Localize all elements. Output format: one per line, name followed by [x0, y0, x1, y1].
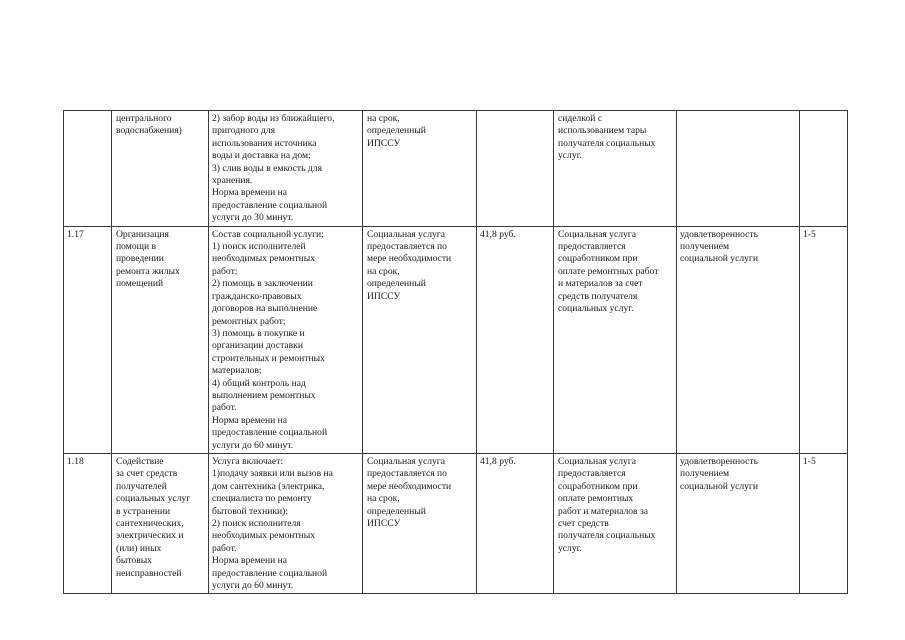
table-row — [64, 111, 848, 227]
cell-quality — [677, 111, 800, 227]
table-row — [64, 453, 848, 593]
cell-conditions: Социальная услуга предоставляется соцработником при оплате ремонтных работ и материалов за счет средств получателя социальных услуг. — [554, 226, 677, 453]
cell-score — [800, 111, 848, 227]
cell-number — [64, 111, 112, 227]
cell-quality: удовлетворенность получением социальной услуги — [677, 226, 800, 453]
cell-conditions: сиделкой с использованием тары получателя социальных услуг. — [554, 111, 677, 227]
cell-price: 41,8 руб. — [477, 453, 554, 593]
cell-score: 1-5 — [800, 226, 848, 453]
cell-quality: удовлетворенность получением социальной услуги — [677, 453, 800, 593]
cell-number: 1.18 — [64, 453, 112, 593]
cell-conditions: Социальная услуга предоставляется соцработником при оплате ремонтных работ и материалов за счет средств получателя социальных услуг. — [554, 453, 677, 593]
cell-term: Социальная услуга предоставляется по мере необходимости на срок, определенный ИПССУ — [363, 453, 477, 593]
cell-service-name: Организация помощи в проведении ремонта жилых помещений — [112, 226, 209, 453]
cell-price — [477, 111, 554, 227]
cell-service-content: Состав социальной услуги: 1) поиск исполнителей необходимых ремонтных работ; 2) помощь в заключении гражданско-правовых договоров на выполнение ремонтных работ; 3) помощь в покупке и организации доставки строительных и ремонтных материалов; 4) общий контроль над выполнением ремонтных работ. Норма времени на предоставление социальной услуги до 60 минут. — [209, 226, 363, 453]
services-table — [63, 110, 848, 594]
table-row — [64, 226, 848, 453]
cell-service-content: Услуга включает: 1)подачу заявки или вызов на дом сантехника (электрика, специалиста по ремонту бытовой техники); 2) поиск исполнителя необходимых ремонтных работ. Норма времени на предоставление социальной услуги до 60 минут. — [209, 453, 363, 593]
cell-service-name: Содействие за счет средств получателей социальных услуг в устранении сантехнических, электрических и (или) иных бытовых неисправностей — [112, 453, 209, 593]
cell-term: на срок, определенный ИПССУ — [363, 111, 477, 227]
cell-price: 41,8 руб. — [477, 226, 554, 453]
cell-service-name: центрального водоснабжения) — [112, 111, 209, 227]
cell-score: 1-5 — [800, 453, 848, 593]
cell-service-content: 2) забор воды из ближайшего, пригодного для использования источника воды и доставка на дом; 3) слив воды в емкость для хранения. Норма времени на предоставление социальной услуги до 30 минут. — [209, 111, 363, 227]
cell-term: Социальная услуга предоставляется по мере необходимости на срок, определенный ИПССУ — [363, 226, 477, 453]
cell-number: 1.17 — [64, 226, 112, 453]
